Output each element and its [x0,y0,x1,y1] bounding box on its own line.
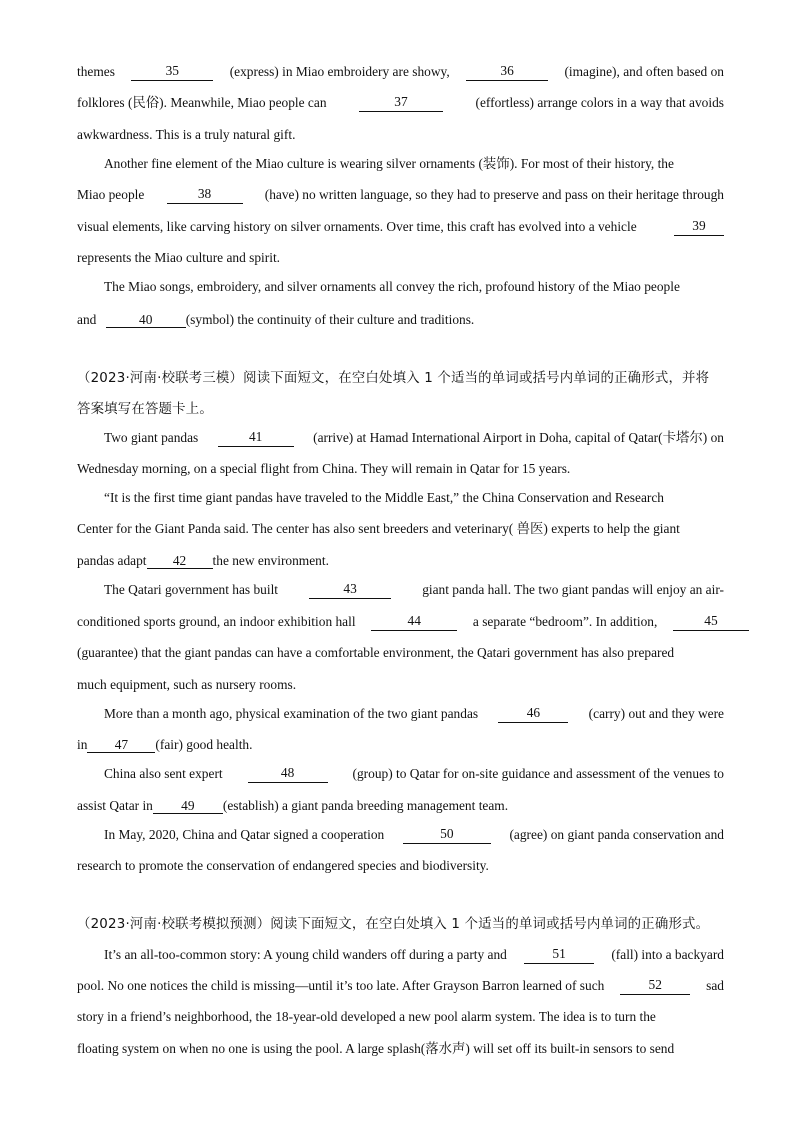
blank-36[interactable]: 36 [466,63,548,81]
s3-line-1: It’s an all-too-common story: A young child wanders off during a party and 51 (fall) into a backyard [104,946,724,962]
blank-44[interactable]: 44 [371,613,457,631]
s2-line-12: China also sent expert 48 (group) to Qatar for on-site guidance and assessment of the venues to [104,765,724,781]
blank-45[interactable]: 45 [673,613,749,631]
s2-line-11: in 47 (fair) good health. [77,737,253,752]
blank-49[interactable]: 49 [153,798,223,814]
s2-line-15: research to promote the conservation of endangered species and biodiversity. [77,858,489,873]
s2-line-7: conditioned sports ground, an indoor exhibition hall 44 a separate “bedroom”. In addition, 45 [77,613,749,631]
blank-43[interactable]: 43 [309,581,391,599]
p1-line-1: themes 35 (express) in Miao embroidery are showy, 36 (imagine), and often based on [77,63,724,79]
s2-line-1: Two giant pandas 41 (arrive) at Hamad International Airport in Doha, capital of Qatar(卡塔尔) on [104,429,724,445]
blank-48[interactable]: 48 [248,765,328,783]
section-3-instruction: （2023·河南·校联考模拟预测）阅读下面短文，在空白处填入 1 个适当的单词或括号内单词的正确形式。 [77,917,710,932]
s2-line-9: much equipment, such as nursery rooms. [77,677,297,692]
blank-41[interactable]: 41 [218,429,294,447]
blank-39[interactable]: 39 [674,218,724,236]
section-2-instruction-line-2: 答案填写在答题卡上。 [77,402,213,417]
s2-line-5: pandas adapt 42 the new environment. [77,553,329,568]
p1-line-7: represents the Miao culture and spirit. [77,250,281,265]
blank-37[interactable]: 37 [359,94,443,112]
p1-line-9: and 40 (symbol) the continuity of their culture and traditions. [77,312,475,327]
p1-line-8: The Miao songs, embroidery, and silver ornaments all convey the rich, profound history of the Miao people [104,279,680,294]
blank-47[interactable]: 47 [87,737,155,753]
p1-line-6: visual elements, like carving history on silver ornaments. Over time, this craft has evolved into a vehicle 39 [77,218,724,236]
p1-line-4: Another fine element of the Miao culture is wearing silver ornaments (装饰). For most of their history, the [104,156,674,171]
s2-line-13: assist Qatar in 49 (establish) a giant panda breeding management team. [77,798,509,813]
p1-line-3: awkwardness. This is a truly natural gift. [77,127,296,142]
s2-line-8: (guarantee) that the giant pandas can have a comfortable environment, the Qatari government has also prepared [77,645,675,660]
s2-line-2: Wednesday morning, on a special flight from China. They will remain in Qatar for 15 years. [77,461,571,476]
s2-line-10: More than a month ago, physical examination of the two giant pandas 46 (carry) out and they were [104,705,724,721]
blank-51[interactable]: 51 [524,946,594,964]
s2-line-4: Center for the Giant Panda said. The center has also sent breeders and veterinary( 兽医) experts to help the giant [77,521,680,536]
s3-line-3: story in a friend’s neighborhood, the 18-year-old developed a new pool alarm system. The idea is to turn the [77,1009,656,1024]
p1-line-5: Miao people 38 (have) no written language, so they had to preserve and pass on their heritage through [77,186,724,202]
section-2-instruction-line-1: （2023·河南·校联考三模）阅读下面短文，在空白处填入 1 个适当的单词或括号内单词的正确形式，并将 [77,371,710,386]
blank-38[interactable]: 38 [167,186,243,204]
s3-line-4: floating system on when no one is using the pool. A large splash(落水声) will set off its built-in sensors to send [77,1041,675,1056]
blank-42[interactable]: 42 [147,553,213,569]
blank-50[interactable]: 50 [403,826,491,844]
s3-line-2: pool. No one notices the child is missing—until it’s too late. After Grayson Barron learned of such 52 sad [77,977,724,993]
blank-52[interactable]: 52 [620,977,690,995]
s2-line-3: “It is the first time giant pandas have traveled to the Middle East,” the China Conservation and Research [104,490,665,505]
blank-35[interactable]: 35 [131,63,213,81]
blank-46[interactable]: 46 [498,705,568,723]
s2-line-6: The Qatari government has built 43 giant panda hall. The two giant pandas will enjoy an air- [104,581,724,597]
p1-line-2: folklores (民俗). Meanwhile, Miao people can 37 (effortless) arrange colors in a way that avoids [77,94,724,110]
s2-line-14: In May, 2020, China and Qatar signed a cooperation 50 (agree) on giant panda conservation and [104,826,724,842]
blank-40[interactable]: 40 [106,312,186,328]
